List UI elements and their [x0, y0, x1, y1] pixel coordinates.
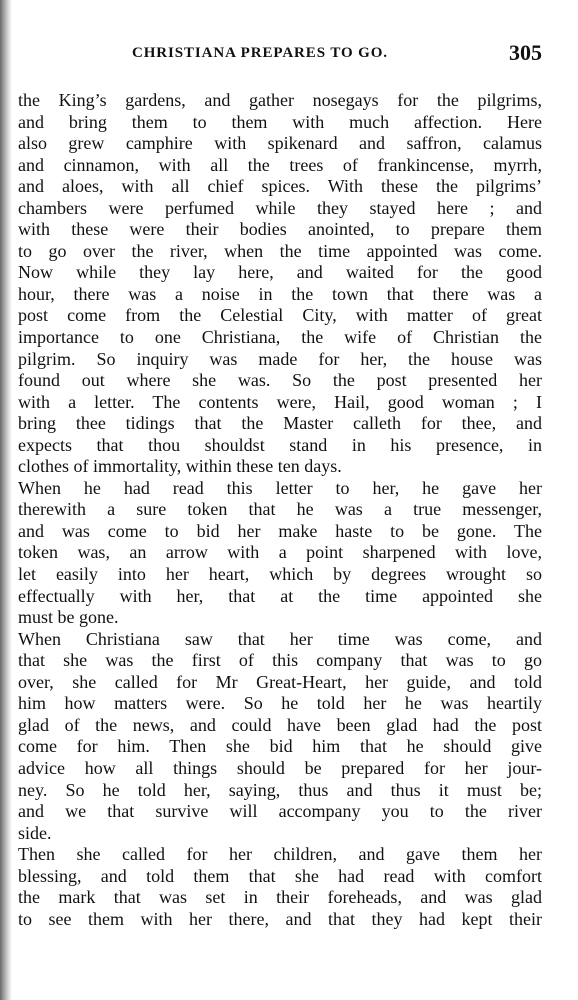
text-line: glad of the news, and could have been glad had the post [18, 714, 542, 735]
text-line: advice how all things should be prepared for her jour- [18, 757, 542, 778]
text-line: therewith a sure token that he was a true messenger, [18, 499, 542, 520]
page-header [18, 40, 542, 66]
text-line: and aloes, with all chief spices. With these the pilgrims’ [18, 176, 542, 197]
text-line: Then she called for her children, and gave them her [18, 844, 542, 865]
text-line: found out where she was. So the post presented her [18, 370, 542, 391]
text-line: importance to one Christiana, the wife of Christian the [18, 327, 542, 348]
text-line: to go over the river, when the time appointed was come. [18, 240, 542, 261]
text-line: that she was the first of this company that was to go [18, 650, 542, 671]
text-line: also grew camphire with spikenard and saffron, calamus [18, 133, 542, 154]
text-line: ney. So he told her, saying, thus and thus it must be; [18, 779, 542, 800]
page-number: 305 [509, 40, 542, 65]
text-line: effectually with her, that at the time appointed she [18, 585, 542, 606]
text-line: over, she called for Mr Great-Heart, her guide, and told [18, 671, 542, 692]
page-gutter-shadow [0, 0, 12, 1000]
text-line: and we that survive will accompany you to the river [18, 801, 542, 822]
text-line: chambers were perfumed while they stayed here ; and [18, 197, 542, 218]
text-line: him how matters were. So he told her he was heartily [18, 693, 542, 714]
text-line: expects that thou shouldst stand in his presence, in [18, 434, 542, 455]
text-line: must be gone. [18, 607, 119, 628]
text-line: and was come to bid her make haste to be gone. The [18, 520, 542, 541]
text-line: and cinnamon, with all the trees of frankincense, myrrh, [18, 154, 542, 175]
text-line: hour, there was a noise in the town that there was a [18, 283, 542, 304]
text-line: let easily into her heart, which by degrees wrought so [18, 564, 542, 585]
body-text [18, 90, 542, 930]
text-line: the King’s gardens, and gather nosegays for the pilgrims, [18, 90, 542, 110]
text-line: side. [18, 822, 52, 843]
text-line: to see them with her there, and that they had kept their [18, 908, 542, 929]
text-line: post come from the Celestial City, with matter of great [18, 305, 542, 326]
text-line: clothes of immortality, within these ten days. [18, 456, 342, 477]
book-page [18, 0, 542, 1000]
text-line: bring thee tidings that the Master calleth for thee, and [18, 413, 542, 434]
text-line: pilgrim. So inquiry was made for her, the house was [18, 348, 542, 369]
text-line: with a letter. The contents were, Hail, good woman ; I [18, 391, 542, 412]
text-line: the mark that was set in their foreheads, and was glad [18, 887, 542, 908]
text-line: come for him. Then she bid him that he should give [18, 736, 542, 757]
text-line: with these were their bodies anointed, to prepare them [18, 219, 542, 240]
text-line: token was, an arrow with a point sharpened with love, [18, 542, 542, 563]
text-line: When Christiana saw that her time was come, and [18, 628, 542, 649]
text-line: When he had read this letter to her, he gave her [18, 477, 542, 498]
text-line: blessing, and told them that she had read with comfort [18, 865, 542, 886]
text-line: Now while they lay here, and waited for the good [18, 262, 542, 283]
text-line: and bring them to them with much affection. Here [18, 111, 542, 132]
running-head: CHRISTIANA PREPARES TO GO. [132, 45, 388, 61]
